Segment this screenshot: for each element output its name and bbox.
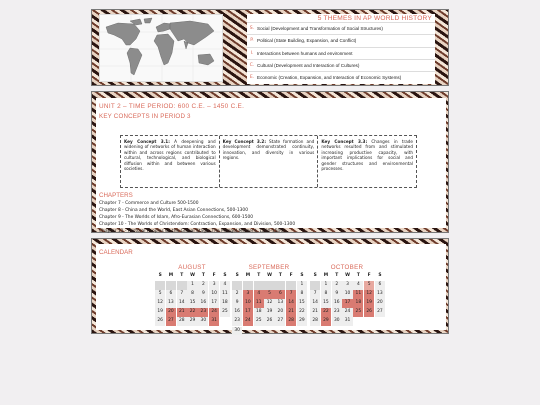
calendar-day: 16 — [198, 299, 208, 308]
calendar-empty-cell — [264, 281, 274, 290]
key-concept-label: Key Concept 3.1: — [124, 139, 170, 144]
calendar-day: 9 — [232, 299, 242, 308]
calendar-day: 16 — [332, 299, 342, 308]
chapter-list — [99, 200, 295, 235]
calendar-day: 3 — [243, 290, 253, 299]
calendar-day: 14 — [286, 299, 296, 308]
theme-letter: S. — [249, 26, 255, 32]
calendar-empty-cell — [310, 281, 320, 290]
theme-letter: P. — [250, 38, 254, 44]
calendar-empty-cell — [264, 327, 274, 336]
calendar-day: 23 — [232, 317, 242, 326]
calendar-day: 27 — [275, 317, 285, 326]
calendar-day: 29 — [321, 317, 331, 326]
theme-text: Economic (Creation, Expansion, and Interaction of Economic Systems) — [257, 75, 402, 81]
calendar-day: 8 — [297, 290, 307, 299]
calendar-banner — [91, 238, 449, 334]
theme-item — [247, 47, 435, 59]
month-september — [232, 264, 306, 335]
calendar-empty-cell — [275, 327, 285, 336]
calendar-day: 23 — [332, 308, 342, 317]
calendar-day: 30 — [332, 317, 342, 326]
chapter-item: Chapter 9 - The Worlds of Islam, Afro-Eurasian Connections, 600-1500 — [99, 215, 254, 221]
calendar-day: 30 — [232, 327, 242, 336]
calendar-day: 21 — [177, 308, 187, 317]
calendar-day: 31 — [342, 317, 352, 326]
theme-letter: E. — [249, 75, 255, 81]
calendar-day: 15 — [297, 299, 307, 308]
key-concept-cell — [220, 136, 319, 187]
key-concept-text: Changes in trade networks resulted from and stimulated increasing productive capacity, with important implications for social and gender structures and environmental processes. — [321, 139, 414, 171]
calendar-empty-cell — [177, 281, 187, 290]
calendar-day: 12 — [264, 299, 274, 308]
calendar-empty-cell — [232, 281, 242, 290]
month-grid — [310, 272, 384, 326]
calendar-day: 1 — [297, 281, 307, 290]
calendar-day: 2 — [198, 281, 208, 290]
key-concept-cell — [121, 136, 220, 187]
calendar-day: 26 — [155, 317, 165, 326]
theme-item — [247, 22, 435, 34]
chapter-item: Chapter 7 - Commerce and Culture 500-1500 — [99, 201, 199, 206]
calendar-empty-cell — [375, 317, 385, 326]
world-map-graphic — [100, 15, 223, 82]
calendar-day: 4 — [353, 281, 363, 290]
calendar-day: 11 — [254, 299, 264, 308]
unit-banner — [91, 91, 449, 233]
key-concept-cell — [318, 136, 416, 187]
themes-title: 5 THEMES IN AP WORLD HISTORY — [317, 15, 432, 22]
chapter-item: Chapter 8 - China and the World, East Asian Connections, 500-1300 — [99, 208, 248, 214]
weekday-header: W — [345, 273, 350, 278]
calendar-day: 13 — [375, 290, 385, 299]
calendar-day: 14 — [310, 299, 320, 308]
calendar-empty-cell — [243, 281, 253, 290]
calendar-day: 25 — [254, 317, 264, 326]
calendar-day: 20 — [166, 308, 176, 317]
calendar-day: 20 — [375, 299, 385, 308]
theme-letter: C. — [249, 63, 255, 69]
calendar-day: 8 — [321, 290, 331, 299]
calendar-day: 24 — [342, 308, 352, 317]
calendar-day: 25 — [220, 308, 230, 317]
theme-text: Cultural (Development and Interaction of Cultures) — [257, 63, 360, 69]
calendar-empty-cell — [297, 327, 307, 336]
calendar-heading: CALENDAR — [99, 249, 133, 256]
calendar-day: 9 — [332, 290, 342, 299]
calendar-day: 26 — [364, 308, 374, 317]
calendar-day: 20 — [275, 308, 285, 317]
weekday-header: S — [223, 273, 227, 278]
calendar-day: 12 — [155, 299, 165, 308]
chapter-item: Chapter 10 - The Worlds of Christendom: Contraction, Expansion, and Division, 500-1300 — [99, 222, 296, 228]
calendar-day: 10 — [342, 290, 352, 299]
calendar-day: 4 — [220, 281, 230, 290]
weekday-header: S — [235, 273, 239, 278]
theme-item — [247, 34, 435, 46]
weekday-header: T — [278, 273, 282, 278]
calendar-day: 2 — [332, 281, 342, 290]
calendar-day: 18 — [254, 308, 264, 317]
theme-text: Political (State Building, Expansion, and Conflict) — [257, 38, 357, 44]
calendar-day: 13 — [166, 299, 176, 308]
calendar-day: 15 — [321, 299, 331, 308]
weekday-header: F — [289, 273, 293, 278]
calendar-day: 6 — [375, 281, 385, 290]
weekday-header: F — [367, 273, 371, 278]
calendar-empty-cell — [275, 281, 285, 290]
key-concept-text: A deepening and widening of networks of human interaction within and across regions contributed to cultural, technological, and biological diffusion within and between various societies. — [124, 139, 216, 171]
calendar-empty-cell — [364, 317, 374, 326]
calendar-empty-cell — [353, 317, 363, 326]
themes-banner — [91, 9, 449, 86]
month-name: SEPTEMBER — [248, 264, 290, 271]
calendar-day: 24 — [243, 317, 253, 326]
calendar-day: 11 — [353, 290, 363, 299]
calendar-day: 14 — [177, 299, 187, 308]
calendar-day: 6 — [275, 290, 285, 299]
calendar-day: 8 — [187, 290, 197, 299]
theme-item — [247, 59, 435, 71]
calendar-day: 7 — [310, 290, 320, 299]
key-concept-label: Key Concept 3.2: — [222, 139, 267, 144]
calendar-day: 18 — [220, 299, 230, 308]
calendar-day: 29 — [187, 317, 197, 326]
calendar-day: 12 — [364, 290, 374, 299]
calendar-day: 22 — [321, 308, 331, 317]
chapter-item: Chapter 11 - Pastoral Peoples on the Global Stage: The Mongol Moment, 1200-1500 — [99, 229, 284, 235]
calendar-day: 22 — [187, 308, 197, 317]
weekday-header: W — [190, 273, 195, 278]
calendar-day: 31 — [209, 317, 219, 326]
weekday-header: M — [168, 273, 174, 278]
calendar-empty-cell — [286, 281, 296, 290]
calendar-day: 27 — [166, 317, 176, 326]
weekday-header: S — [158, 273, 162, 278]
unit-title: UNIT 2 – TIME PERIOD: 600 C.E. – 1450 C.E. — [99, 103, 245, 110]
unit-panel — [96, 98, 446, 235]
calendar-day: 11 — [220, 290, 230, 299]
weekday-header: M — [323, 273, 329, 278]
calendar-day: 17 — [209, 299, 219, 308]
calendar-day: 5 — [155, 290, 165, 299]
weekday-header: S — [300, 273, 304, 278]
month-october — [310, 264, 384, 326]
calendar-day: 7 — [286, 290, 296, 299]
month-grid — [232, 272, 306, 335]
calendar-empty-cell — [254, 327, 264, 336]
themes-panel — [247, 14, 435, 84]
calendar-day: 10 — [209, 290, 219, 299]
calendar-day: 1 — [321, 281, 331, 290]
weekday-header: T — [356, 273, 360, 278]
calendar-empty-cell — [220, 317, 230, 326]
calendar-day: 9 — [198, 290, 208, 299]
theme-text: Social (Development and Transformation of Social Structures) — [257, 26, 383, 32]
calendar-day: 1 — [187, 281, 197, 290]
calendar-day: 17 — [342, 299, 352, 308]
weekday-header: S — [378, 273, 382, 278]
calendar-day: 25 — [353, 308, 363, 317]
calendar-day: 6 — [166, 290, 176, 299]
calendar-day: 30 — [198, 317, 208, 326]
calendar-day: 10 — [243, 299, 253, 308]
month-august — [155, 264, 229, 326]
month-name: AUGUST — [178, 264, 206, 271]
month-name: OCTOBER — [330, 264, 364, 271]
key-concepts-heading: KEY CONCEPTS IN PERIOD 3 — [99, 113, 191, 120]
calendar-day: 26 — [264, 317, 274, 326]
calendar-day: 7 — [177, 290, 187, 299]
weekday-header: W — [267, 273, 272, 278]
month-grid — [155, 272, 229, 326]
weekday-header: M — [245, 273, 251, 278]
theme-item — [247, 71, 435, 83]
weekday-header: T — [335, 273, 339, 278]
calendar-empty-cell — [166, 281, 176, 290]
calendar-day: 17 — [243, 308, 253, 317]
weekday-header: F — [212, 273, 216, 278]
calendar-empty-cell — [243, 327, 253, 336]
calendar-day: 3 — [209, 281, 219, 290]
calendar-day: 19 — [364, 299, 374, 308]
chapters-heading: CHAPTERS — [99, 192, 133, 199]
theme-text: Interactions between humans and environment — [257, 50, 353, 56]
calendar-day: 19 — [155, 308, 165, 317]
calendar-day: 27 — [375, 308, 385, 317]
calendar-empty-cell — [286, 327, 296, 336]
calendar-day: 2 — [232, 290, 242, 299]
calendar-day: 23 — [198, 308, 208, 317]
world-map — [99, 14, 223, 82]
key-concepts-table — [120, 135, 417, 188]
weekday-header: T — [180, 273, 184, 278]
calendar-day: 15 — [187, 299, 197, 308]
calendar-day: 21 — [286, 308, 296, 317]
calendar-day: 29 — [297, 317, 307, 326]
calendar-day: 21 — [310, 308, 320, 317]
calendar-day: 28 — [310, 317, 320, 326]
weekday-header: S — [313, 273, 317, 278]
theme-letter: I. — [250, 50, 254, 56]
calendar-day: 19 — [264, 308, 274, 317]
calendar-empty-cell — [254, 281, 264, 290]
weekday-header: T — [257, 273, 261, 278]
key-concept-label: Key Concept 3.3: — [321, 139, 368, 144]
calendar-day: 28 — [177, 317, 187, 326]
calendar-day: 5 — [364, 281, 374, 290]
calendar-day: 18 — [353, 299, 363, 308]
calendar-panel — [96, 244, 446, 333]
calendar-day: 4 — [254, 290, 264, 299]
calendar-day: 13 — [275, 299, 285, 308]
calendar-day: 24 — [209, 308, 219, 317]
calendar-day: 5 — [264, 290, 274, 299]
calendar-day: 22 — [297, 308, 307, 317]
weekday-header: T — [201, 273, 205, 278]
calendar-empty-cell — [155, 281, 165, 290]
calendar-day: 28 — [286, 317, 296, 326]
calendar-day: 3 — [342, 281, 352, 290]
key-concept-text: State formation and development demonstrated continuity, innovation, and diversity in various regions. — [222, 139, 315, 161]
calendar-day: 16 — [232, 308, 242, 317]
